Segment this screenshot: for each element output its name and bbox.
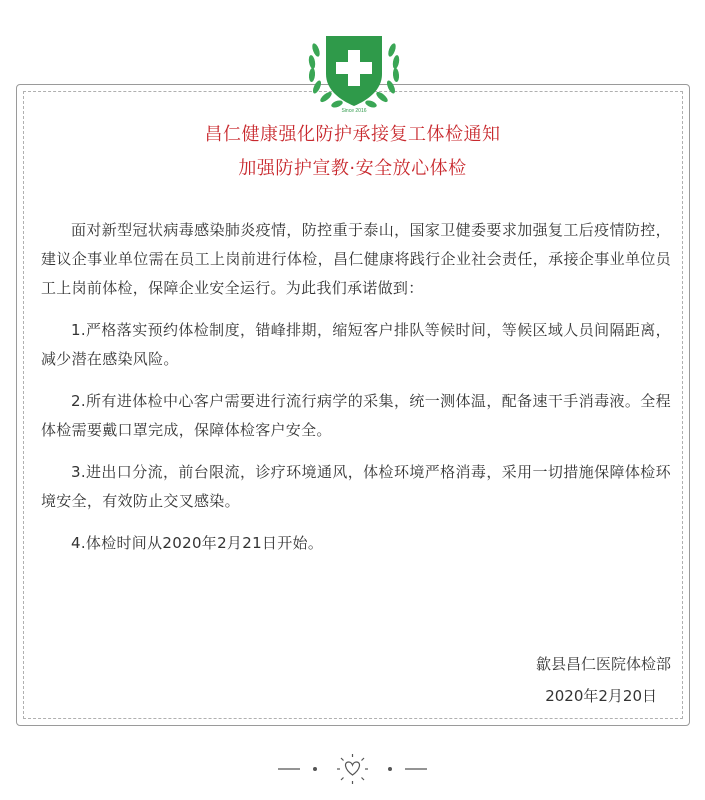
notice-date: 2020年2月20日 <box>545 687 657 705</box>
hospital-logo-icon <box>302 30 406 114</box>
notice-title: 昌仁健康强化防护承接复工体检通知 <box>204 124 501 145</box>
notice-body <box>41 216 671 571</box>
signature: 歙县昌仁医院体检部 <box>535 655 671 673</box>
notice-subtitle: 加强防护宣教·安全放心体检 <box>238 158 467 179</box>
sun-heart-ornament-icon <box>270 752 435 786</box>
commitment-item-2: 2.所有进体检中心客户需要进行流行病学的采集，统一测体温，配备速干手消毒液。全程体检需要戴口罩完成，保障体检客户安全。 <box>41 392 671 439</box>
commitment-item-3: 3.进出口分流，前台限流，诊疗环境通风，体检环境严格消毒，采用一切措施保障体检环境安全，有效防止交叉感染。 <box>41 463 671 510</box>
intro-paragraph: 面对新型冠状病毒感染肺炎疫情，防控重于泰山，国家卫健委要求加强复工后疫情防控，建议企事业单位需在员工上岗前进行体检，昌仁健康将践行企业社会责任，承接企事业单位员工上岗前体检，保障企业安全运行。为此我们承诺做到： <box>41 221 671 297</box>
logo-caption: Since 2016 <box>341 108 367 114</box>
commitment-item-1: 1.严格落实预约体检制度，错峰排期，缩短客户排队等候时间，等候区域人员间隔距离，减少潜在感染风险。 <box>41 321 671 368</box>
commitment-item-4: 4.体检时间从2020年2月21日开始。 <box>71 534 324 552</box>
